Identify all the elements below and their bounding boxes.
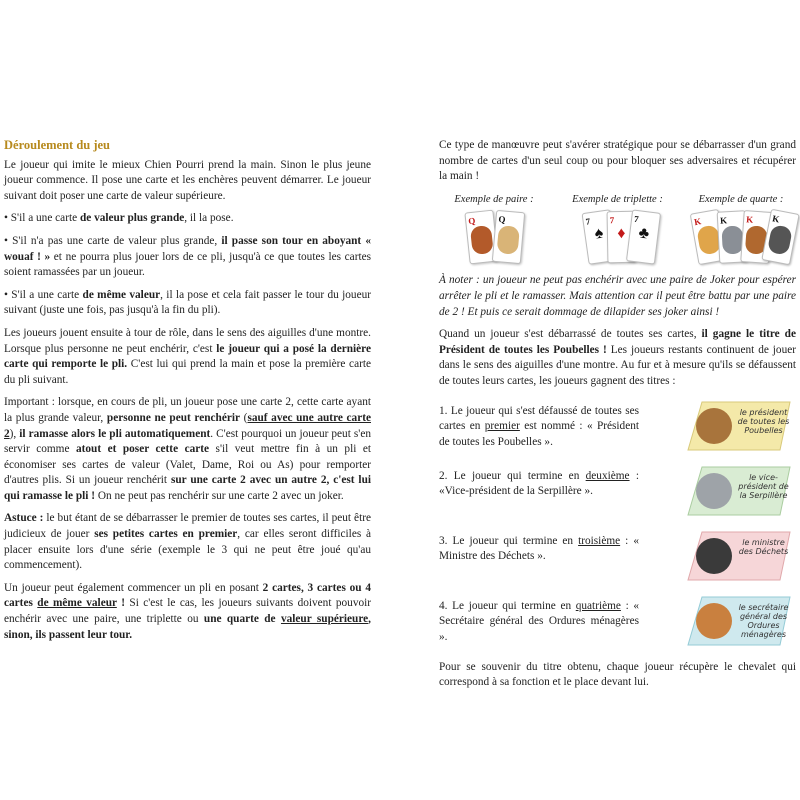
tent-label: le secrétaire général des Ordures ménagères	[738, 602, 789, 639]
title-text: 1. Le joueur qui s'est défaussé de toutes ses cartes en premier est nommé : « Président de toutes les Poubelles ».	[439, 404, 639, 448]
dog-card: Q	[464, 210, 498, 265]
tent-label: le vice-président de la Serpillère	[738, 472, 789, 500]
dog-card: Q	[492, 210, 525, 264]
rule-bullet-pass: • S'il n'a pas une carte de valeur plus grande, il passe son tour en aboyant « wouaf ! » et ne pourra plus jouer lors de ce pli, jusqu'à ce que toutes les cartes soient ramassées par un joueur.	[4, 234, 371, 279]
section-heading: Déroulement du jeu	[4, 138, 111, 152]
title-item	[439, 530, 796, 587]
right-column	[439, 138, 796, 698]
example-pair	[439, 192, 549, 268]
card-group	[439, 211, 549, 267]
title-tent-card	[684, 400, 792, 452]
dog-illustration	[696, 603, 732, 639]
title-text: 2. Le joueur qui termine en deuxième : «Vice-président de la Serpillère ».	[439, 469, 639, 498]
rule-bullet-higher: • S'il a une carte de valeur plus grande, il la pose.	[4, 212, 234, 225]
example-quarte	[686, 192, 796, 268]
title-tent-card	[684, 530, 792, 582]
intro-paragraph: Le joueur qui imite le mieux Chien Pourri prend la main. Sinon le plus jeune joueur commence. Il pose une carte et les enchères peuvent démarrer. Le joueur suivant doit poser une carte de valeur supérieure.	[4, 158, 371, 202]
turn-order-paragraph: Les joueurs jouent ensuite à tour de rôle, dans le sens des aiguilles d'une montre. Lorsque plus personne ne peut enchérir, c'est le joueur qui a posé la dernière carte qui remporte le pli. C'est lui qui prend la main et pose la première carte du pli suivant.	[4, 326, 372, 386]
dog-illustration	[696, 408, 732, 444]
tent-label: le ministre des Déchets	[738, 537, 789, 556]
titles-list	[439, 400, 796, 652]
dog-card: K	[740, 210, 773, 264]
strategy-paragraph: Ce type de manœuvre peut s'avérer stratégique pour se débarrasser d'un grand nombre de cartes d'un seul coup ou pour bloquer ses adversaires et récupérer la main !	[439, 139, 796, 183]
left-column	[4, 138, 371, 650]
note-paragraph: À noter : un joueur ne peut pas enchérir avec une paire de Joker pour espérer arrêter le pli et le ramasser. Mais attention car il peut être battu par une paire de 2 ! Et puis ce serait dommage de dilapider ses joker ainsi !	[439, 274, 796, 318]
president-paragraph: Quand un joueur s'est débarrassé de toutes ses cartes, il gagne le titre de Président de toutes les Poubelles ! Les joueurs restants continuent de jouer dans le sens des aiguilles d'une montre. Au fur et à mesure qu'ils se défaussent de toutes leurs cartes, les joueurs gagnent des titres :	[439, 328, 796, 387]
title-tent-card	[684, 595, 792, 647]
multi-card-paragraph: Un joueur peut également commencer un pli en posant 2 cartes, 3 cartes ou 4 cartes de même valeur ! Si c'est le cas, les joueurs suivants doivent pouvoir enchérir avec une paire, une triplette ou une quarte de valeur supérieure, sinon, ils passent leur tour.	[4, 581, 372, 641]
cat-illustration	[696, 473, 732, 509]
spade-card: 7 ♠	[581, 210, 617, 266]
example-caption: Exemple de triplette :	[572, 193, 663, 205]
spade-card: 7 ♣	[625, 210, 660, 265]
dog-card: K	[717, 211, 749, 264]
title-item	[439, 465, 796, 522]
title-text: 3. Le joueur qui termine en troisième : « Ministre des Déchets ».	[439, 534, 640, 563]
card-examples	[439, 192, 796, 268]
card-group	[563, 211, 673, 267]
title-item	[439, 400, 796, 457]
diamond-card: 7 ♦	[606, 211, 636, 263]
rule-bullet-same: • S'il a une carte de même valeur, il la pose et cela fait passer le tour du joueur suivant (juste une fois, pas jusqu'à la fin du pli).	[4, 288, 372, 317]
title-item	[439, 595, 796, 652]
closing-paragraph: Pour se souvenir du titre obtenu, chaque joueur récupère le chevalet qui correspond à sa fonction et le place devant lui.	[439, 660, 796, 689]
tent-label: le président de toutes les Poubelles	[737, 407, 790, 435]
title-text: 4. Le joueur qui termine en quatrième : « Secrétaire général des Ordures ménagères ».	[439, 599, 640, 643]
important-paragraph: Important : lorsque, en cours de pli, un joueur pose une carte 2, cette carte ayant la plus grande valeur, personne ne peut renchérir (sauf avec une autre carte 2), il ramasse alors le pli automatiquement. C'est pourquoi un joueur peut s'en servir comme atout et poser cette carte s'il veut mettre fin à un pli et économiser ses cartes de valeur (Valet, Dame, Roi ou As) pour remporter d'autres plis. Si un joueur renchérit sur une carte 2 avec un autre 2, c'est lui qui ramasse le pli ! On ne peut pas renchérir sur une carte 2 avec un joker.	[4, 396, 372, 502]
example-triplet	[563, 192, 673, 268]
flies-illustration	[696, 538, 732, 574]
tip-paragraph: Astuce : le but étant de se débarrasser le premier de toutes ses cartes, il peut être judicieux de jouer ses petites cartes en premier, car elles seront difficiles à placer ensuite lors d'une série (exemple le 3 qui ne peut être joué qu'au commencement).	[4, 512, 372, 572]
card-group	[686, 211, 796, 267]
dog-card: K	[761, 209, 799, 266]
example-caption: Exemple de paire :	[454, 193, 534, 205]
dog-card: K	[690, 209, 728, 265]
example-caption: Exemple de quarte :	[698, 193, 784, 205]
title-tent-card	[684, 465, 792, 517]
